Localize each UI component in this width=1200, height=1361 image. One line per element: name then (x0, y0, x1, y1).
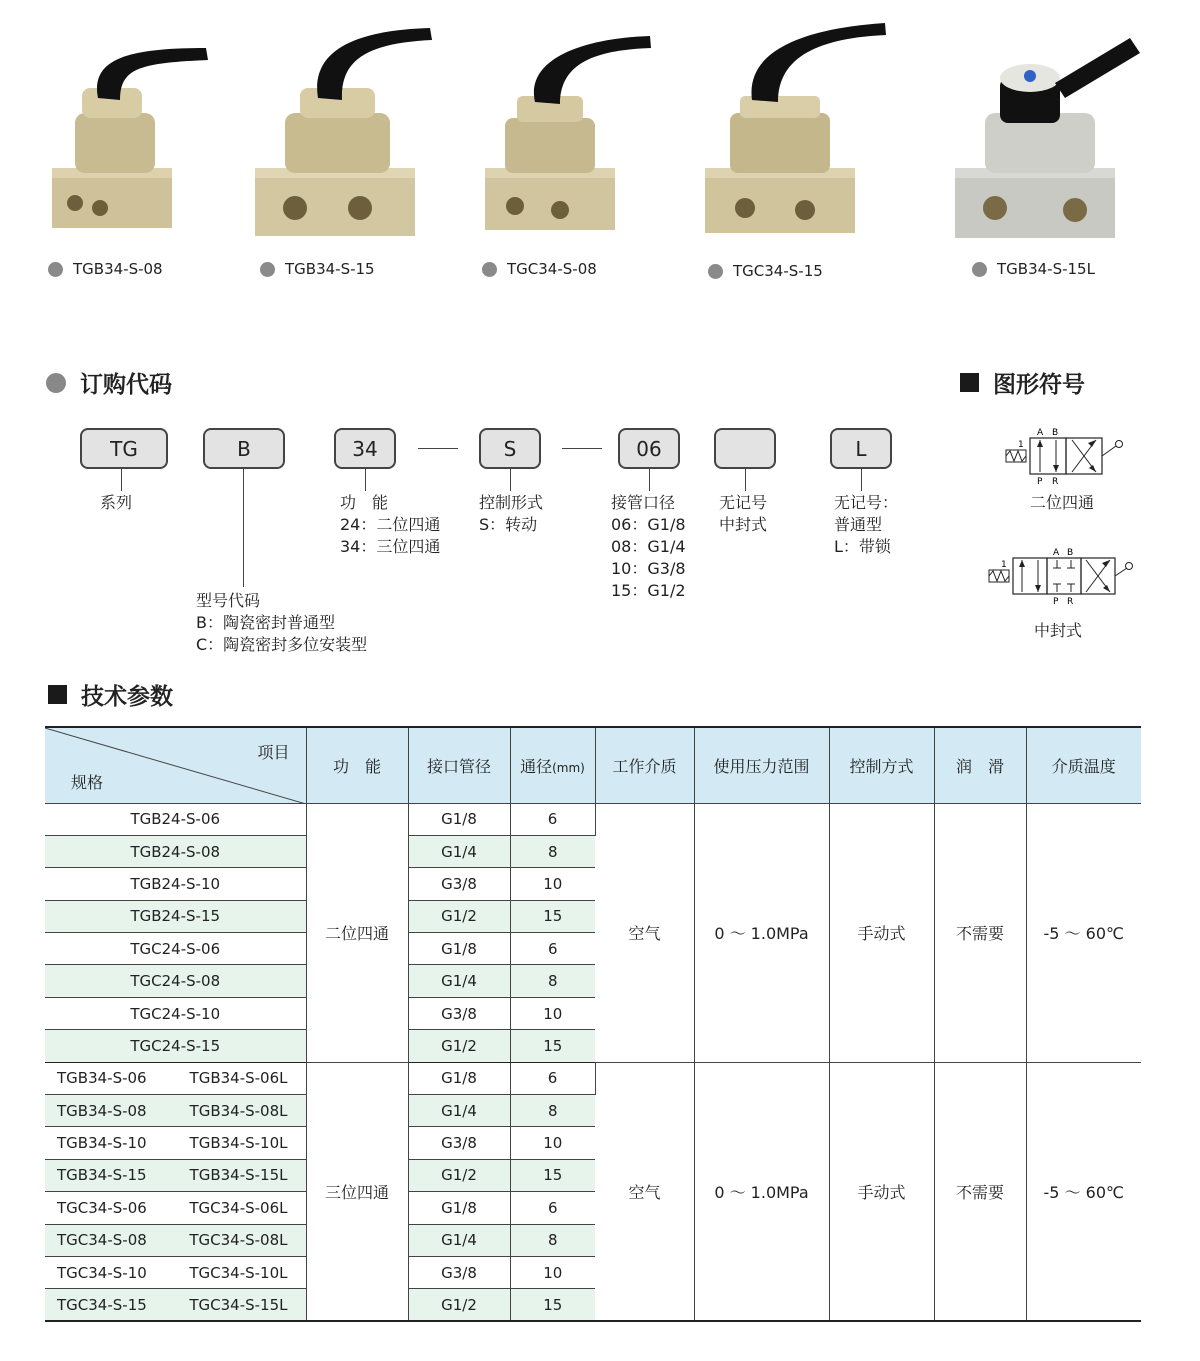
model-code: TGB34-S-06 (57, 1069, 147, 1088)
temperature-cell: -5 ～ 60℃ (1026, 803, 1141, 1062)
port-cell: G1/4 (408, 1095, 510, 1127)
model-cell: TGC24-S-15 (45, 1030, 306, 1062)
port-cell: G1/8 (408, 933, 510, 965)
col-lubrication: 润 滑 (934, 727, 1026, 803)
port-desc: 接管口径 06：G1/8 08：G1/4 10：G3/8 15：G1/2 (611, 493, 686, 600)
model-code-lock: TGC34-S-06L (189, 1198, 288, 1217)
leader-line (121, 469, 122, 491)
col-function: 功 能 (306, 727, 408, 803)
leader-line (649, 469, 650, 491)
dash-line (562, 448, 602, 449)
model-code-lock: TGB34-S-06L (189, 1069, 288, 1088)
col-control: 控制方式 (829, 727, 934, 803)
control-cell: 手动式 (829, 1062, 934, 1321)
leader-line (861, 469, 862, 491)
bullet-dot-icon (260, 262, 275, 277)
port-cell: G3/8 (408, 868, 510, 900)
leader-line (745, 469, 746, 491)
svg-text:A: A (1037, 428, 1044, 438)
port-cell: G3/8 (408, 1127, 510, 1159)
symbols-heading: 图形符号 (960, 366, 1085, 399)
svg-text:1: 1 (1001, 560, 1007, 570)
svg-text:R: R (1067, 597, 1074, 606)
port-cell: G3/8 (408, 997, 510, 1029)
bullet-dot-icon (46, 373, 66, 393)
bore-cell: 10 (510, 997, 595, 1029)
port-cell: G3/8 (408, 1256, 510, 1288)
model-code: TGC34-S-15 (57, 1295, 147, 1314)
port-cell: G1/2 (408, 1159, 510, 1191)
ordering-heading: 订购代码 (46, 366, 172, 399)
svg-text:1: 1 (1018, 440, 1024, 450)
bore-cell: 10 (510, 1256, 595, 1288)
square-bullet-icon (48, 685, 67, 704)
model-cell (45, 1289, 306, 1321)
function-cell: 二位四通 (306, 803, 408, 1062)
model-cell: TGB24-S-15 (45, 900, 306, 932)
model-code: TGB34-S-15 (57, 1166, 147, 1185)
port-cell: G1/4 (408, 965, 510, 997)
code-box-lock: L (830, 428, 892, 469)
valve-photo (20, 18, 220, 248)
bullet-dot-icon (48, 262, 63, 277)
port-cell: G1/8 (408, 803, 510, 835)
code-box-function: 34 (334, 428, 396, 469)
model-desc: 型号代码 B：陶瓷密封普通型 C：陶瓷密封多位安装型 (196, 591, 368, 654)
table-row (45, 803, 1141, 835)
model-cell (45, 1127, 306, 1159)
lubrication-cell: 不需要 (934, 1062, 1026, 1321)
bore-cell: 15 (510, 900, 595, 932)
temperature-cell: -5 ～ 60℃ (1026, 1062, 1141, 1321)
bore-cell: 15 (510, 1159, 595, 1191)
product-photo (20, 18, 220, 248)
center-closed-label: 中封式 (1034, 621, 1083, 640)
function-cell: 三位四通 (306, 1062, 408, 1321)
model-code-lock: TGC34-S-15L (189, 1295, 288, 1314)
product-label: TGB34-S-15L (972, 260, 1095, 278)
bullet-dot-icon (708, 264, 723, 279)
bore-cell: 6 (510, 933, 595, 965)
code-box-port: 06 (618, 428, 680, 469)
model-cell (45, 1256, 306, 1288)
model-cell: TGC24-S-06 (45, 933, 306, 965)
bore-cell: 8 (510, 1224, 595, 1256)
square-bullet-icon (960, 373, 979, 392)
col-medium: 工作介质 (595, 727, 694, 803)
dash-line (418, 448, 458, 449)
pressure-cell: 0 ～ 1.0MPa (694, 803, 829, 1062)
pressure-cell: 0 ～ 1.0MPa (694, 1062, 829, 1321)
product-label: TGB34-S-08 (48, 260, 163, 278)
port-cell: G1/8 (408, 1062, 510, 1094)
leader-line (365, 469, 366, 491)
two-position-label: 二位四通 (1030, 493, 1095, 512)
spec-table-body (45, 803, 1141, 1321)
model-cell: TGC24-S-08 (45, 965, 306, 997)
table-header-row (45, 727, 1141, 803)
model-code-lock: TGC34-S-10L (189, 1263, 288, 1282)
port-cell: G1/2 (408, 1289, 510, 1321)
code-box-series: TG (80, 428, 168, 469)
lock-desc: 无记号： 普通型 L：带锁 (834, 493, 899, 556)
diagonal-header-cell: 项目 规格 (45, 727, 306, 803)
series-desc: 系列 (100, 493, 133, 512)
bore-cell: 10 (510, 1127, 595, 1159)
model-code-lock: TGB34-S-08L (189, 1101, 288, 1120)
model-cell (45, 1224, 306, 1256)
center-desc: 无记号 中封式 (719, 493, 768, 534)
bore-cell: 15 (510, 1030, 595, 1062)
model-code: TGC34-S-06 (57, 1198, 147, 1217)
model-cell: TGB24-S-10 (45, 868, 306, 900)
model-cell: TGC24-S-10 (45, 997, 306, 1029)
bullet-dot-icon (972, 262, 987, 277)
code-box-center (714, 428, 776, 469)
function-desc: 功 能 24：二位四通 34：三位四通 (340, 493, 441, 556)
port-cell: G1/8 (408, 1192, 510, 1224)
valve-photo (690, 18, 890, 248)
leader-line (510, 469, 511, 491)
product-photo (465, 18, 665, 248)
product-label: TGC34-S-15 (708, 262, 823, 280)
svg-text:P: P (1053, 597, 1059, 606)
col-bore: 通径(mm) (510, 727, 595, 803)
port-cell: G1/4 (408, 835, 510, 867)
model-code: TGC34-S-10 (57, 1263, 147, 1282)
control-cell: 手动式 (829, 803, 934, 1062)
bore-cell: 6 (510, 1192, 595, 1224)
product-photo (690, 18, 890, 248)
product-photo (240, 18, 440, 248)
medium-cell: 空气 (595, 1062, 694, 1321)
code-box-control: S (479, 428, 541, 469)
port-cell: G1/4 (408, 1224, 510, 1256)
product-label: TGB34-S-15 (260, 260, 375, 278)
bore-cell: 15 (510, 1289, 595, 1321)
model-cell: TGB24-S-08 (45, 835, 306, 867)
model-cell: TGB24-S-06 (45, 803, 306, 835)
product-photo (945, 18, 1145, 248)
model-cell (45, 1062, 306, 1094)
control-desc: 控制形式 S：转动 (479, 493, 544, 534)
two-position-valve-symbol (1000, 424, 1135, 486)
bore-cell: 6 (510, 1062, 595, 1094)
model-code-lock: TGB34-S-15L (189, 1166, 288, 1185)
table-row (45, 1062, 1141, 1094)
model-code-lock: TGB34-S-10L (189, 1134, 288, 1153)
valve-photo (465, 18, 665, 248)
svg-text:P: P (1037, 477, 1043, 486)
model-cell (45, 1192, 306, 1224)
model-code: TGB34-S-10 (57, 1134, 147, 1153)
svg-text:A: A (1053, 548, 1060, 558)
bullet-dot-icon (482, 262, 497, 277)
model-cell (45, 1159, 306, 1191)
port-cell: G1/2 (408, 1030, 510, 1062)
col-temperature: 介质温度 (1026, 727, 1141, 803)
valve-photo (240, 18, 440, 248)
port-cell: G1/2 (408, 900, 510, 932)
col-pressure: 使用压力范围 (694, 727, 829, 803)
spec-table (45, 726, 1141, 1322)
bore-cell: 10 (510, 868, 595, 900)
model-code: TGB34-S-08 (57, 1101, 147, 1120)
svg-text:B: B (1067, 548, 1074, 558)
col-port: 接口管径 (408, 727, 510, 803)
code-box-model: B (203, 428, 285, 469)
svg-text:B: B (1052, 428, 1059, 438)
product-label: TGC34-S-08 (482, 260, 597, 278)
specs-heading: 技术参数 (48, 678, 173, 711)
model-code: TGC34-S-08 (57, 1231, 147, 1250)
model-cell (45, 1095, 306, 1127)
lubrication-cell: 不需要 (934, 803, 1026, 1062)
valve-photo (945, 18, 1145, 248)
bore-cell: 8 (510, 835, 595, 867)
bore-cell: 6 (510, 803, 595, 835)
leader-line (243, 469, 244, 587)
bore-cell: 8 (510, 965, 595, 997)
bore-cell: 8 (510, 1095, 595, 1127)
model-code-lock: TGC34-S-08L (189, 1231, 288, 1250)
center-closed-valve-symbol (985, 544, 1135, 606)
medium-cell: 空气 (595, 803, 694, 1062)
svg-text:R: R (1052, 477, 1059, 486)
